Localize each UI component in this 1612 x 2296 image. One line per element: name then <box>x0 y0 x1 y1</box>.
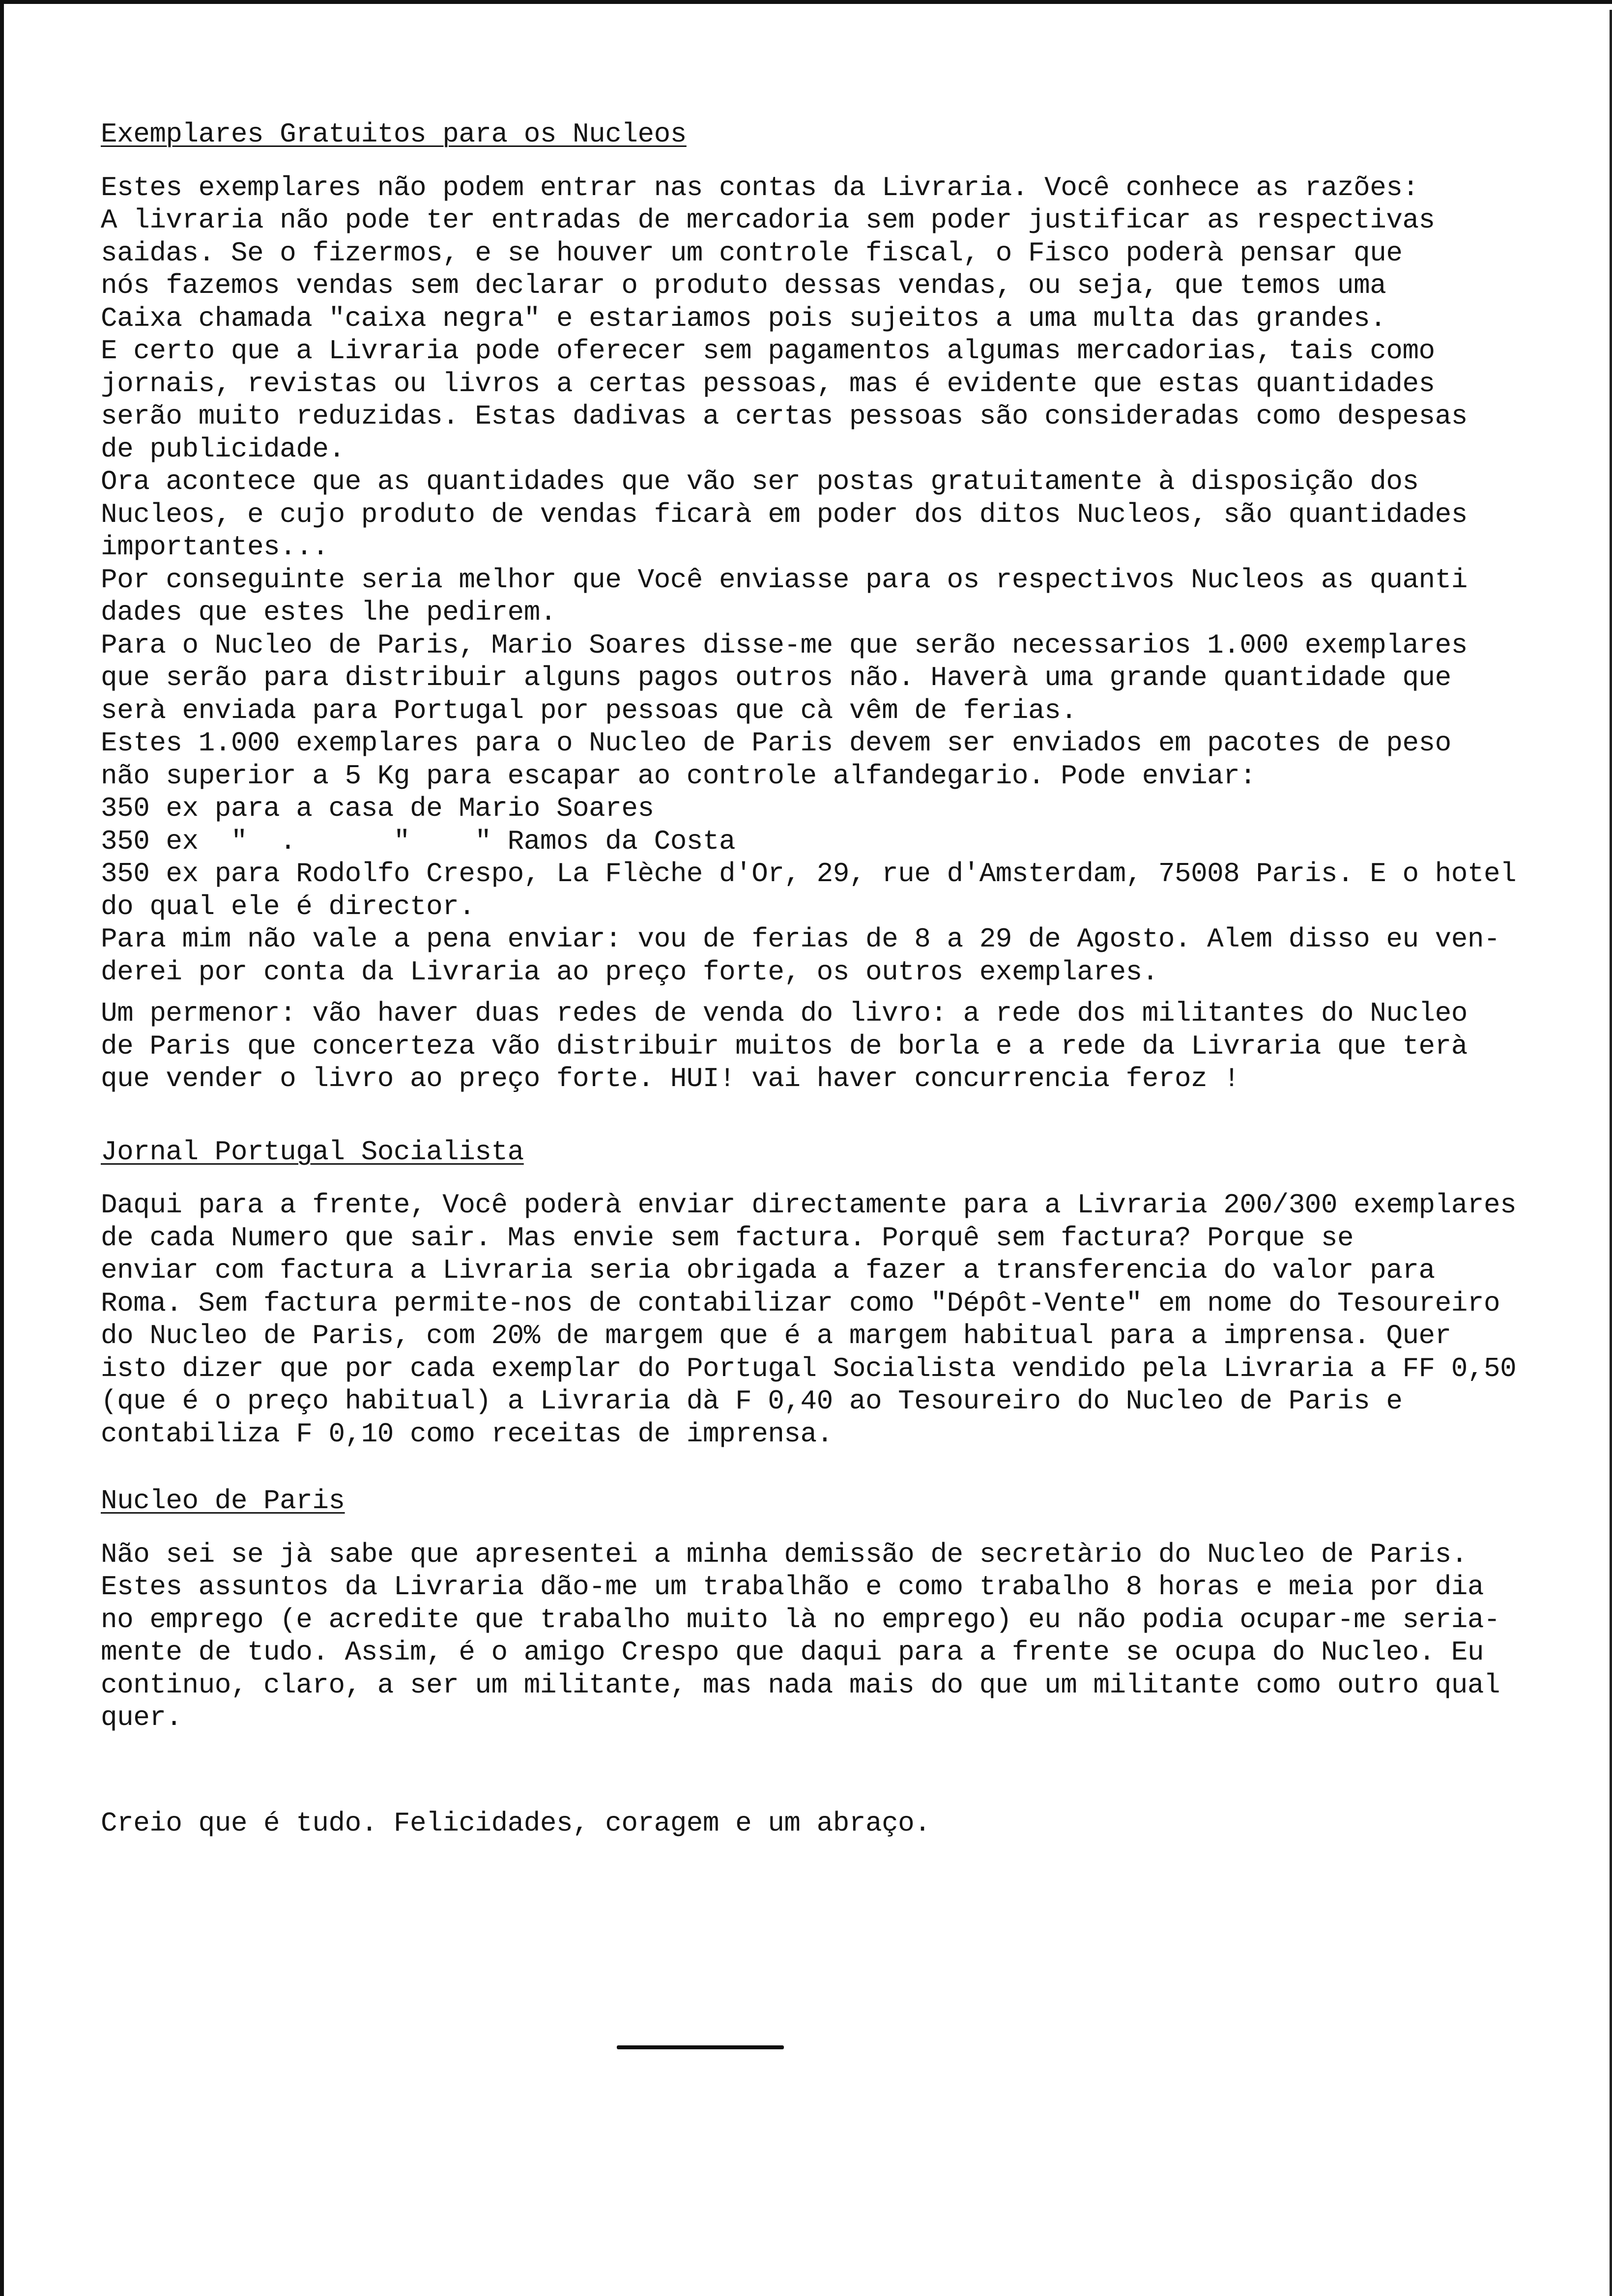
text-line: saidas. Se o fizermos, e se houver um controle fiscal, o Fisco poderà pensar que <box>101 237 1403 269</box>
text-line: enviar com factura a Livraria seria obrigada a fazer a transferencia do valor para <box>101 1255 1435 1286</box>
text-line: contabiliza F 0,10 como receitas de imprensa. <box>101 1418 833 1450</box>
text-line: Roma. Sem factura permite-nos de contabilizar como "Dépôt-Vente" em nome do Tesoureiro <box>101 1287 1500 1319</box>
text-line: isto dizer que por cada exemplar do Portugal Socialista vendido pela Livraria a FF 0,50 <box>101 1352 1517 1384</box>
text-line: do Nucleo de Paris, com 20% de margem que é a margem habitual para a imprensa. Quer <box>101 1320 1451 1351</box>
section-heading: Nucleo de Paris <box>101 1485 345 1517</box>
text-line: continuo, claro, a ser um militante, mas nada mais do que um militante como outro qual <box>101 1669 1500 1701</box>
closing-line: Creio que é tudo. Felicidades, coragem e um abraço. <box>101 1807 931 1839</box>
section-heading: Exemplares Gratuitos para os Nucleos <box>101 118 687 150</box>
text-line: do qual ele é director. <box>101 890 475 922</box>
text-line: Nucleos, e cujo produto de vendas ficarà em poder dos ditos Nucleos, são quantidades <box>101 498 1468 530</box>
text-line: Por conseguinte seria melhor que Você enviasse para os respectivos Nucleos as quanti <box>101 564 1468 596</box>
text-line: E certo que a Livraria pode oferecer sem pagamentos algumas mercadorias, tais como <box>101 335 1435 367</box>
text-line: Estes 1.000 exemplares para o Nucleo de Paris devem ser enviados em pacotes de peso <box>101 727 1451 759</box>
text-line: Estes exemplares não podem entrar nas contas da Livraria. Você conhece as razões: <box>101 172 1419 203</box>
paragraph <box>101 172 1595 989</box>
text-line: Estes assuntos da Livraria dão-me um trabalhão e como trabalho 8 horas e meia por dia <box>101 1571 1484 1603</box>
section-heading: Jornal Portugal Socialista <box>101 1136 524 1168</box>
text-line: A livraria não pode ter entradas de mercadoria sem poder justificar as respectivas <box>101 204 1435 236</box>
closing-rule <box>617 2045 784 2049</box>
paragraph <box>101 1538 1595 1734</box>
text-line: Um permenor: vão haver duas redes de venda do livro: a rede dos militantes do Nucleo <box>101 998 1468 1029</box>
text-line: 350 ex para a casa de Mario Soares <box>101 793 654 824</box>
text-line: Para mim não vale a pena enviar: vou de ferias de 8 a 29 de Agosto. Alem disso eu ven- <box>101 923 1500 955</box>
text-line: Daqui para a frente, Você poderà enviar directamente para a Livraria 200/300 exemplares <box>101 1189 1517 1221</box>
letter-body <box>101 118 1595 1839</box>
page-border-left <box>0 0 4 2296</box>
text-line: nós fazemos vendas sem declarar o produto dessas vendas, ou seja, que temos uma <box>101 270 1386 301</box>
text-line: de Paris que concerteza vão distribuir muitos de borla e a rede da Livraria que terà <box>101 1030 1468 1062</box>
text-line: Não sei se jà sabe que apresentei a minha demissão de secretàrio do Nucleo de Paris. <box>101 1538 1468 1570</box>
text-line: quer. <box>101 1702 182 1733</box>
text-line: Caixa chamada "caixa negra" e estariamos pois sujeitos a uma multa das grandes. <box>101 302 1386 334</box>
text-line: 350 ex " . " " Ramos da Costa <box>101 825 736 857</box>
text-line: importantes... <box>101 531 329 563</box>
section-nucleo-de-paris <box>101 1485 1595 1734</box>
text-line: no emprego (e acredite que trabalho muito là no emprego) eu não podia ocupar-me seria- <box>101 1604 1500 1636</box>
text-line: não superior a 5 Kg para escapar ao controle alfandegario. Pode enviar: <box>101 760 1256 792</box>
section-jornal-portugal-socialista <box>101 1136 1595 1451</box>
text-line: Para o Nucleo de Paris, Mario Soares disse-me que serão necessarios 1.000 exemplares <box>101 629 1468 661</box>
text-line: de cada Numero que sair. Mas envie sem factura. Porquê sem factura? Porque se <box>101 1222 1354 1254</box>
text-line: serão muito reduzidas. Estas dadivas a certas pessoas são consideradas como despesas <box>101 401 1468 432</box>
page-border-top <box>0 0 1612 4</box>
paragraph <box>101 997 1595 1095</box>
text-line: derei por conta da Livraria ao preço forte, os outros exemplares. <box>101 956 1158 988</box>
text-line: de publicidade. <box>101 433 345 465</box>
text-line: que vender o livro ao preço forte. HUI! vai haver concurrencia feroz ! <box>101 1063 1240 1094</box>
text-line: 350 ex para Rodolfo Crespo, La Flèche d'Or, 29, rue d'Amsterdam, 75008 Paris. E o hotel <box>101 858 1517 890</box>
paragraph <box>101 1189 1595 1450</box>
text-line: que serão para distribuir alguns pagos outros não. Haverà uma grande quantidade que <box>101 662 1451 693</box>
text-line: serà enviada para Portugal por pessoas que cà vêm de ferias. <box>101 694 1077 726</box>
text-line: mente de tudo. Assim, é o amigo Crespo que daqui para a frente se ocupa do Nucleo. Eu <box>101 1636 1484 1668</box>
page-border-right <box>1610 10 1612 2296</box>
text-line: Ora acontece que as quantidades que vão ser postas gratuitamente à disposição dos <box>101 466 1419 497</box>
text-line: (que é o preço habitual) a Livraria dà F 0,40 ao Tesoureiro do Nucleo de Paris e <box>101 1385 1403 1417</box>
section-exemplares-gratuitos <box>101 118 1595 1095</box>
text-line: dades que estes lhe pedirem. <box>101 597 556 628</box>
text-line: jornais, revistas ou livros a certas pessoas, mas é evidente que estas quantidades <box>101 368 1435 400</box>
